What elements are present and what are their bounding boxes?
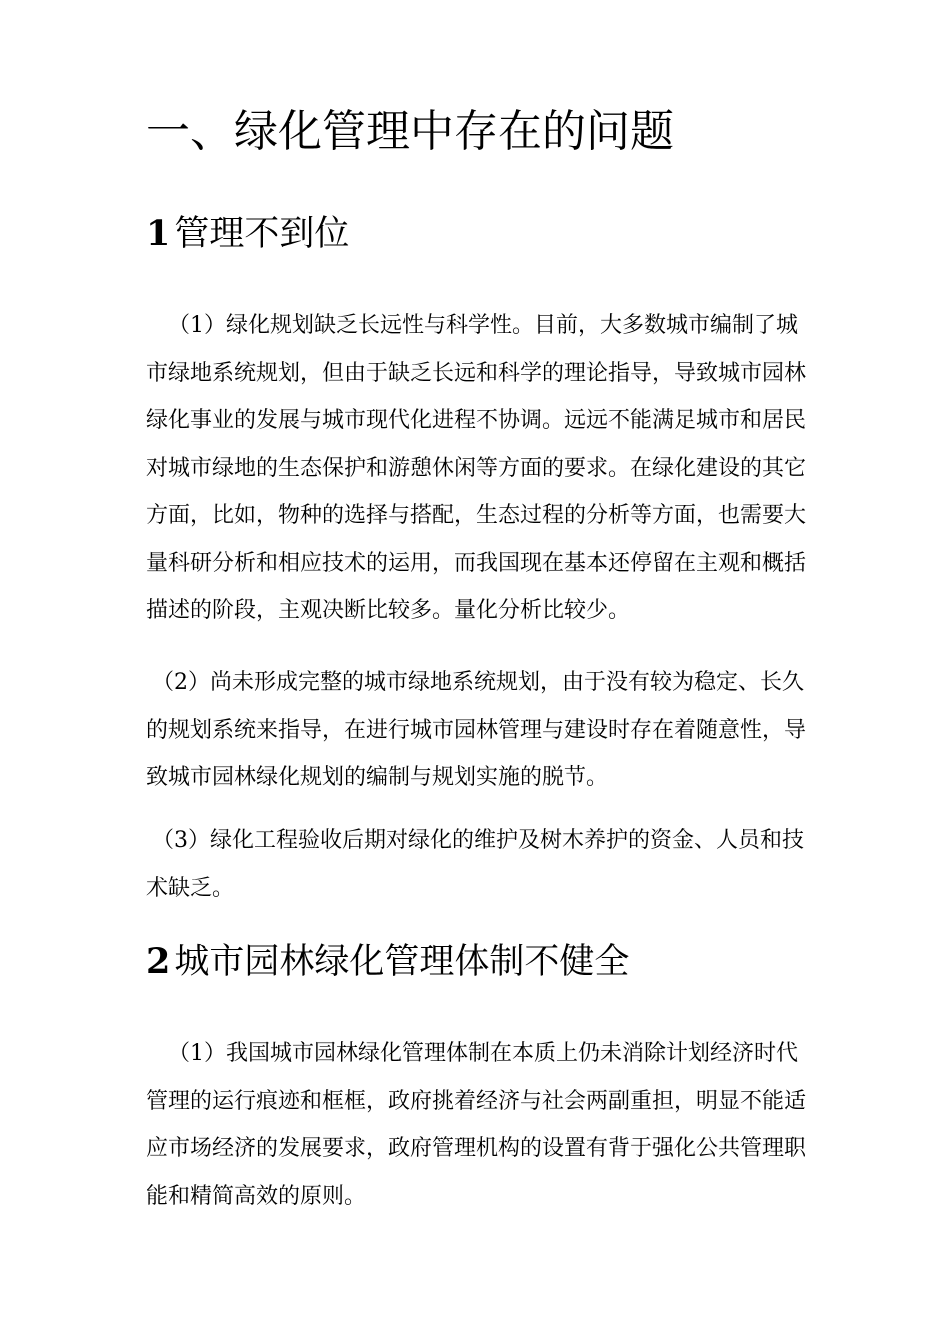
- paragraph-line: （1）我国城市园林绿化管理体制在本质上仍未消除计划经济时代: [168, 1041, 798, 1066]
- paragraph-2-1: [168, 1030, 828, 1078]
- section-heading-text: 城市园林绿化管理体制不健全: [174, 942, 630, 982]
- section-number: 1: [146, 213, 171, 254]
- paragraph-line: 能和精简高效的原则。: [146, 1183, 367, 1209]
- paragraph-1-1-cont: [146, 350, 806, 635]
- paragraph-line: 对城市绿地的生态保护和游憩休闲等方面的要求。在绿化建设的其它: [146, 455, 807, 481]
- section-heading-2: [146, 940, 629, 984]
- paragraph-line: 术缺乏。: [146, 875, 235, 901]
- paragraph-line: 绿化事业的发展与城市现代化进程不协调。远远不能满足城市和居民: [146, 408, 807, 433]
- section-number: 2: [146, 941, 171, 982]
- paragraph-line: 市绿地系统规划，但由于缺乏长远和科学的理论指导，导致城市园林: [146, 360, 807, 386]
- paragraph-line: 应市场经济的发展要求，政府管理机构的设置有背于强化公共管理职: [146, 1136, 807, 1161]
- section-heading-text: 管理不到位: [174, 214, 350, 254]
- paragraph-line: （2）尚未形成完整的城市绿地系统规划，由于没有较为稳定、长久: [152, 670, 804, 695]
- section-heading-1: [146, 212, 349, 256]
- paragraph-1-1: [146, 302, 828, 350]
- paragraph-line: 方面，比如，物种的选择与搭配，生态过程的分析等方面，也需要大: [146, 503, 807, 528]
- paragraph-line: （1）绿化规划缺乏长远性与科学性。目前，大多数城市编制了城: [168, 313, 798, 338]
- paragraph-line: 描述的阶段，主观决断比较多。量化分析比较少。: [146, 598, 631, 623]
- paragraph-1-2: [152, 659, 812, 707]
- paragraph-line: 量科研分析和相应技术的运用，而我国现在基本还停留在主观和概括: [146, 550, 807, 576]
- paragraph-2-1-cont: [146, 1078, 806, 1221]
- paragraph-1-3-cont: [146, 865, 806, 913]
- paragraph-1-3: [152, 817, 812, 865]
- paragraph-line: 管理的运行痕迹和框框，政府挑着经济与社会两副重担，明显不能适: [146, 1088, 807, 1114]
- paragraph-line: 致城市园林绿化规划的编制与规划实施的脱节。: [146, 765, 609, 790]
- paragraph-line: 的规划系统来指导，在进行城市园林管理与建设时存在着随意性，导: [146, 717, 807, 743]
- paragraph-line: （3）绿化工程验收后期对绿化的维护及树木养护的资金、人员和技: [152, 828, 804, 853]
- page-title: 一、绿化管理中存在的问题: [146, 106, 674, 157]
- paragraph-1-2-cont: [146, 707, 806, 802]
